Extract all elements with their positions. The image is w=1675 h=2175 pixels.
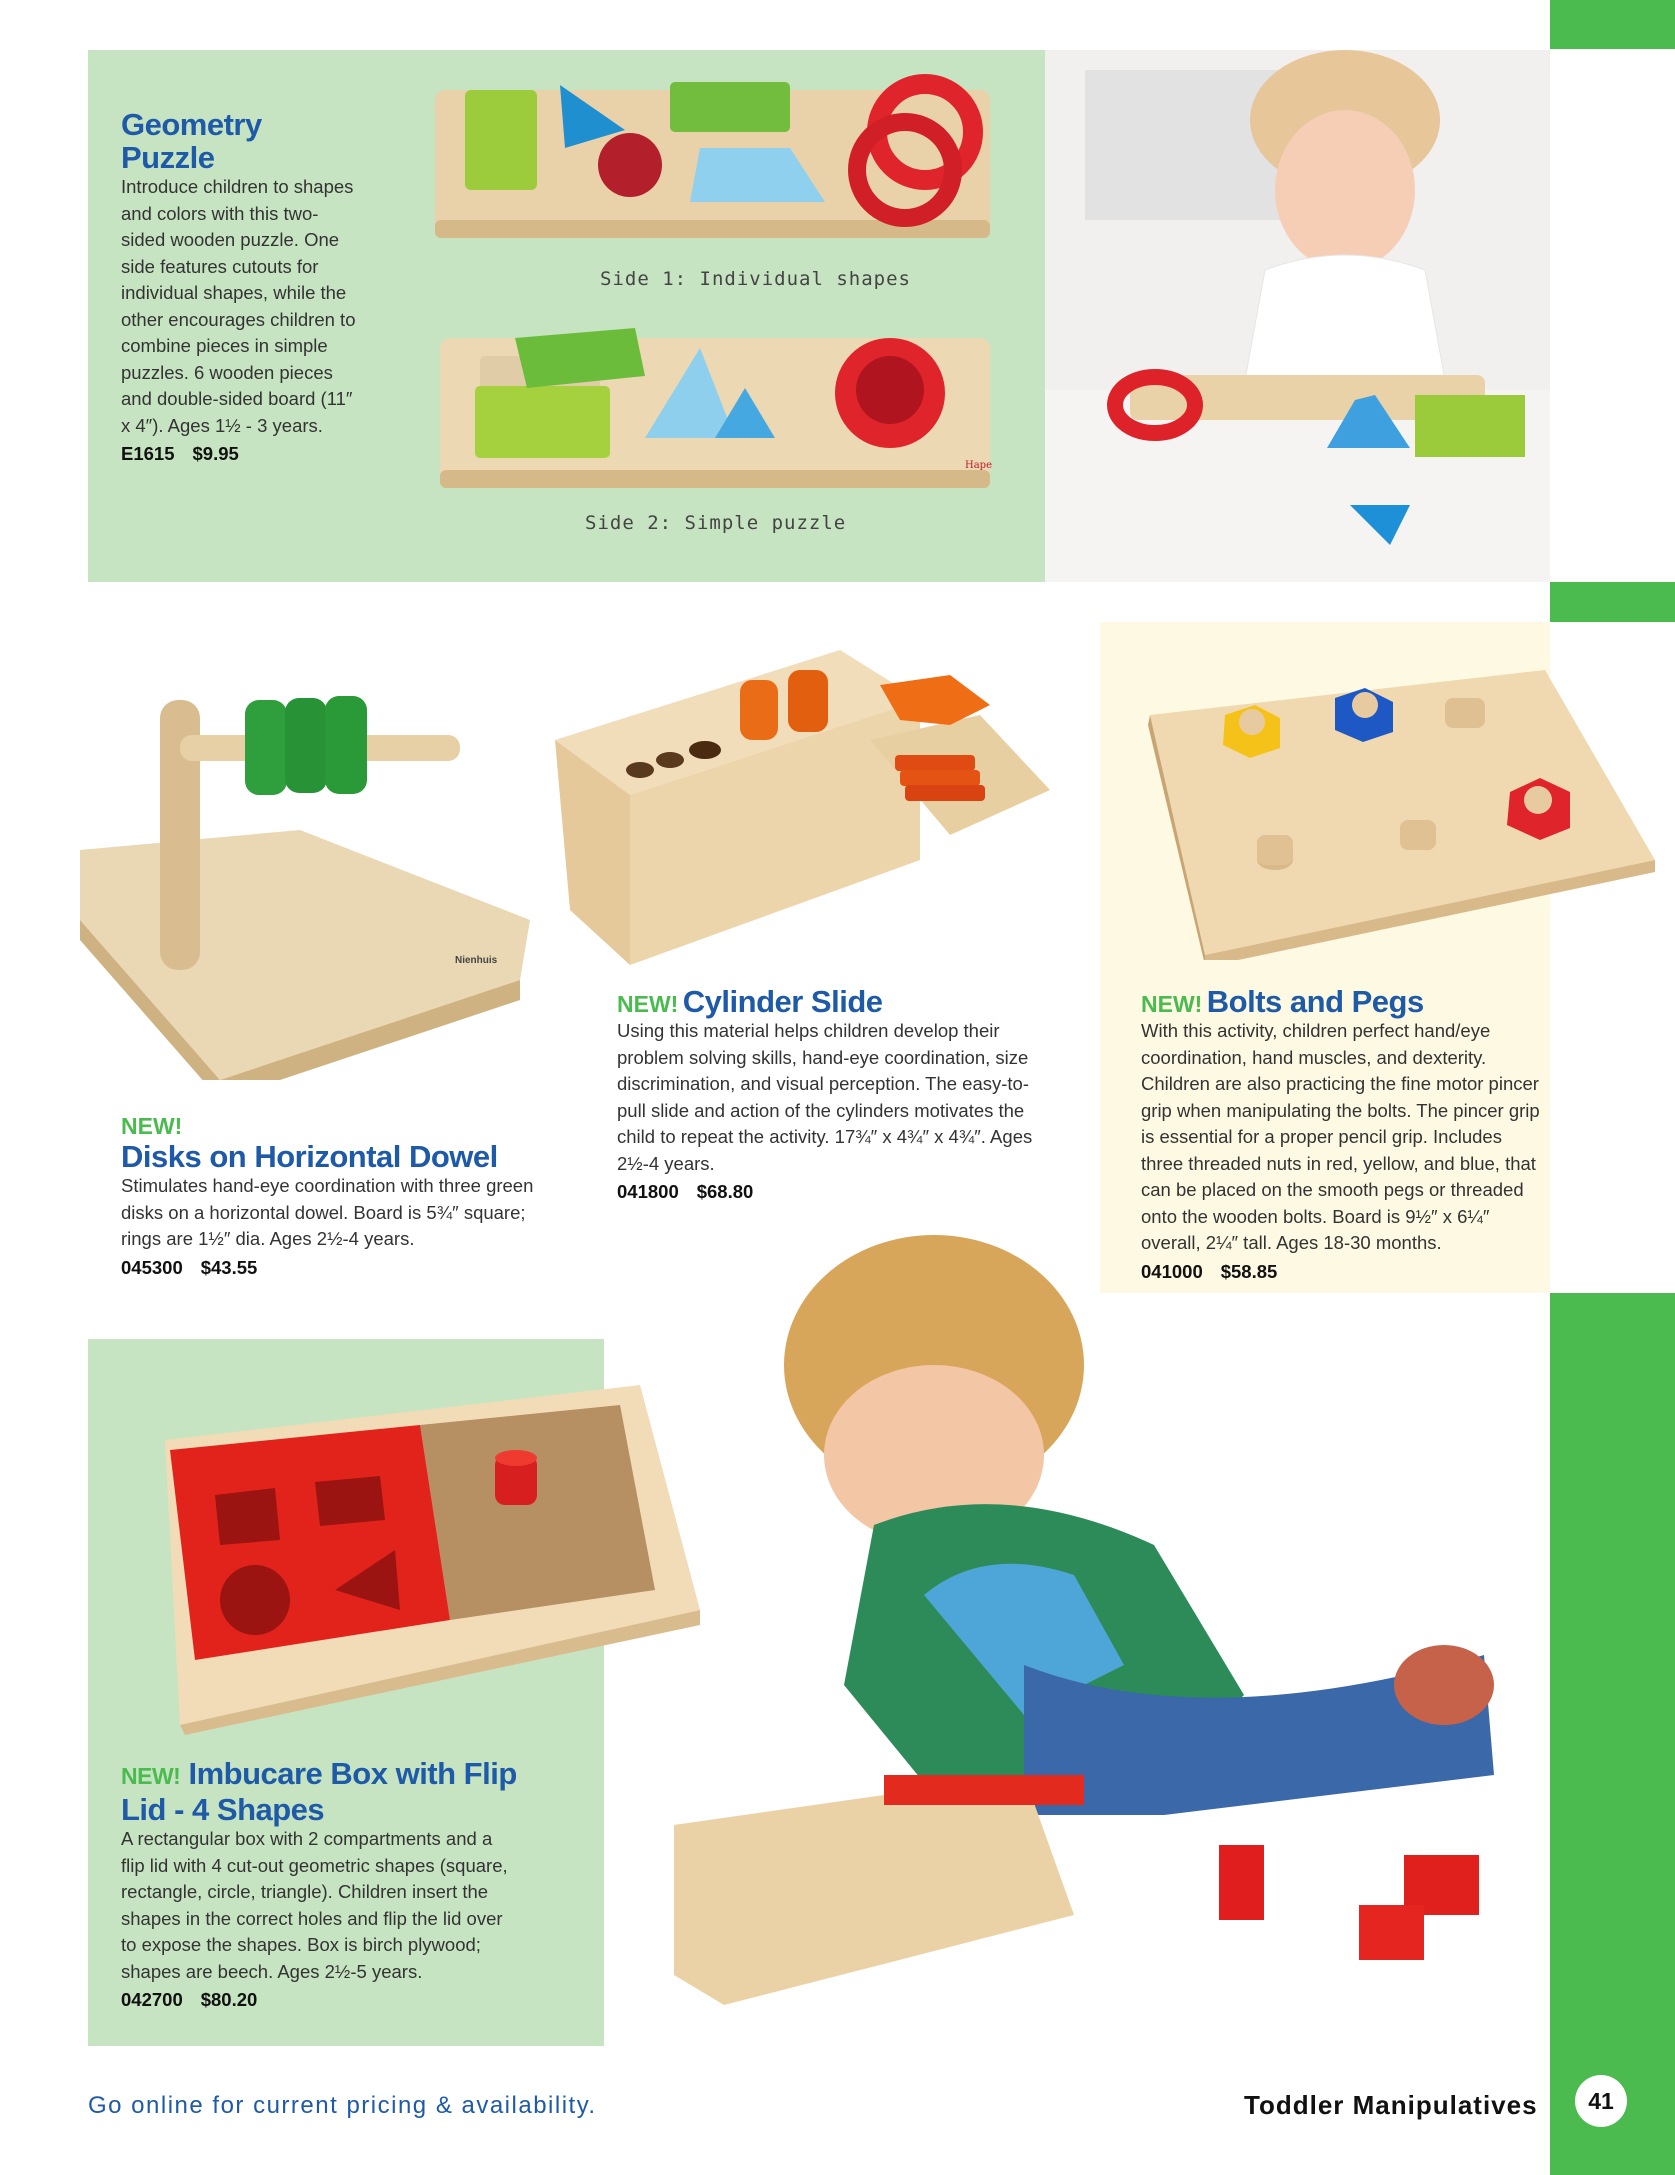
puzzle-side1-image <box>430 70 1000 250</box>
edge-bar-lower <box>1550 1293 1675 2175</box>
title-row <box>1141 985 1546 1018</box>
price: $43.55 <box>200 1256 258 1278</box>
product-description: Stimulates hand-eye coordination with three green disks on a horizontal dowel. Board is 5¾″ square; rings are 1½″ dia. Ages 2½-4 years. <box>121 1175 534 1249</box>
sku: 045300 <box>121 1256 183 1278</box>
caption-side2: Side 2: Simple puzzle <box>585 512 847 534</box>
edge-tab-middle <box>1550 582 1675 622</box>
price: $68.80 <box>696 1181 754 1202</box>
cylinder-slide-image <box>550 645 1050 975</box>
product-price <box>121 443 361 465</box>
edge-tab-top <box>1550 0 1675 49</box>
title-line2: Lid - 4 Shapes <box>121 1792 325 1827</box>
product-price <box>121 1257 551 1279</box>
product-title: Geometry Puzzle <box>121 107 262 175</box>
footer-online-note: Go online for current pricing & availability. <box>88 2092 597 2119</box>
sku: 041000 <box>1141 1260 1203 1282</box>
title-row <box>617 985 1037 1018</box>
product-description: Using this material helps children develop their problem solving skills, hand-eye coordination, size discrimination, and visual perception. The easy-to-pull slide and action of the cylinders motivates the child to repeat the activity. 17¾″ x 4¾″ x 4¾″. Ages 2½-4 years. <box>617 1020 1033 1174</box>
caption-side1: Side 1: Individual shapes <box>600 268 911 290</box>
imbucare-box-text <box>121 1757 521 2011</box>
new-badge: NEW! <box>617 991 679 1017</box>
price: $58.85 <box>1220 1260 1278 1282</box>
boy-playing-box-photo <box>604 1215 1550 2046</box>
title-line1: Imbucare Box with Flip <box>188 1756 517 1791</box>
product-description: A rectangular box with 2 compartments and a flip lid with 4 cut-out geometric shapes (square, rectangle, circle, triangle). Children insert the shapes in the correct holes and flip the lid over to expose the shapes. Box is birch plywood; shapes are beech. Ages 2½-5 years. <box>121 1828 508 1982</box>
product-description: With this activity, children perfect hand/eye coordination, hand muscles, and dexterity. Children are also practicing the fine motor pincer grip when manipulating the bolts. The pincer grip is essential for a proper pencil grip. Includes three threaded nuts in red, yellow, and blue, that can be placed on the smooth pegs or threaded onto the wooden bolts. Board is 9½″ x 6¼″ overall, 2¼″ tall. Ages 18-30 months. <box>1141 1020 1540 1253</box>
product-title <box>121 1757 521 1826</box>
product-description: Introduce children to shapes and colors with this two-sided wooden puzzle. One side features cutouts for individual shapes, while the other encourages children to combine pieces in simple puzzles. 6 wooden pieces and double-sided board (11″ x 4″). Ages 1½ - 3 years. <box>121 176 356 436</box>
sku: E1615 <box>121 443 175 464</box>
disks-dowel-image <box>60 680 530 1080</box>
geometry-puzzle-text <box>121 108 361 465</box>
product-price <box>617 1181 1037 1203</box>
disks-dowel-text <box>121 1113 551 1279</box>
nienhuis-logo: Nienhuis <box>455 955 498 966</box>
footer-section-title: Toddler Manipulatives <box>1244 2090 1538 2120</box>
new-badge: NEW! <box>121 1113 183 1139</box>
hape-logo: Hape <box>965 460 993 471</box>
sku: 042700 <box>121 1989 183 2010</box>
new-badge: NEW! <box>121 1763 181 1789</box>
puzzle-side2-image <box>435 318 1005 498</box>
new-badge: NEW! <box>1141 991 1203 1017</box>
child-playing-puzzle-photo <box>1045 50 1550 582</box>
page-number: 41 <box>1575 2075 1627 2127</box>
price: $80.20 <box>200 1989 258 2010</box>
bolts-pegs-image <box>1145 660 1655 960</box>
cylinder-slide-text <box>617 985 1037 1203</box>
product-title: Cylinder Slide <box>682 984 883 1019</box>
price: $9.95 <box>192 443 239 464</box>
product-title: Bolts and Pegs <box>1206 984 1424 1019</box>
product-title: Disks on Horizontal Dowel <box>121 1139 498 1174</box>
product-price <box>121 1989 521 2011</box>
sku: 041800 <box>617 1181 679 1202</box>
